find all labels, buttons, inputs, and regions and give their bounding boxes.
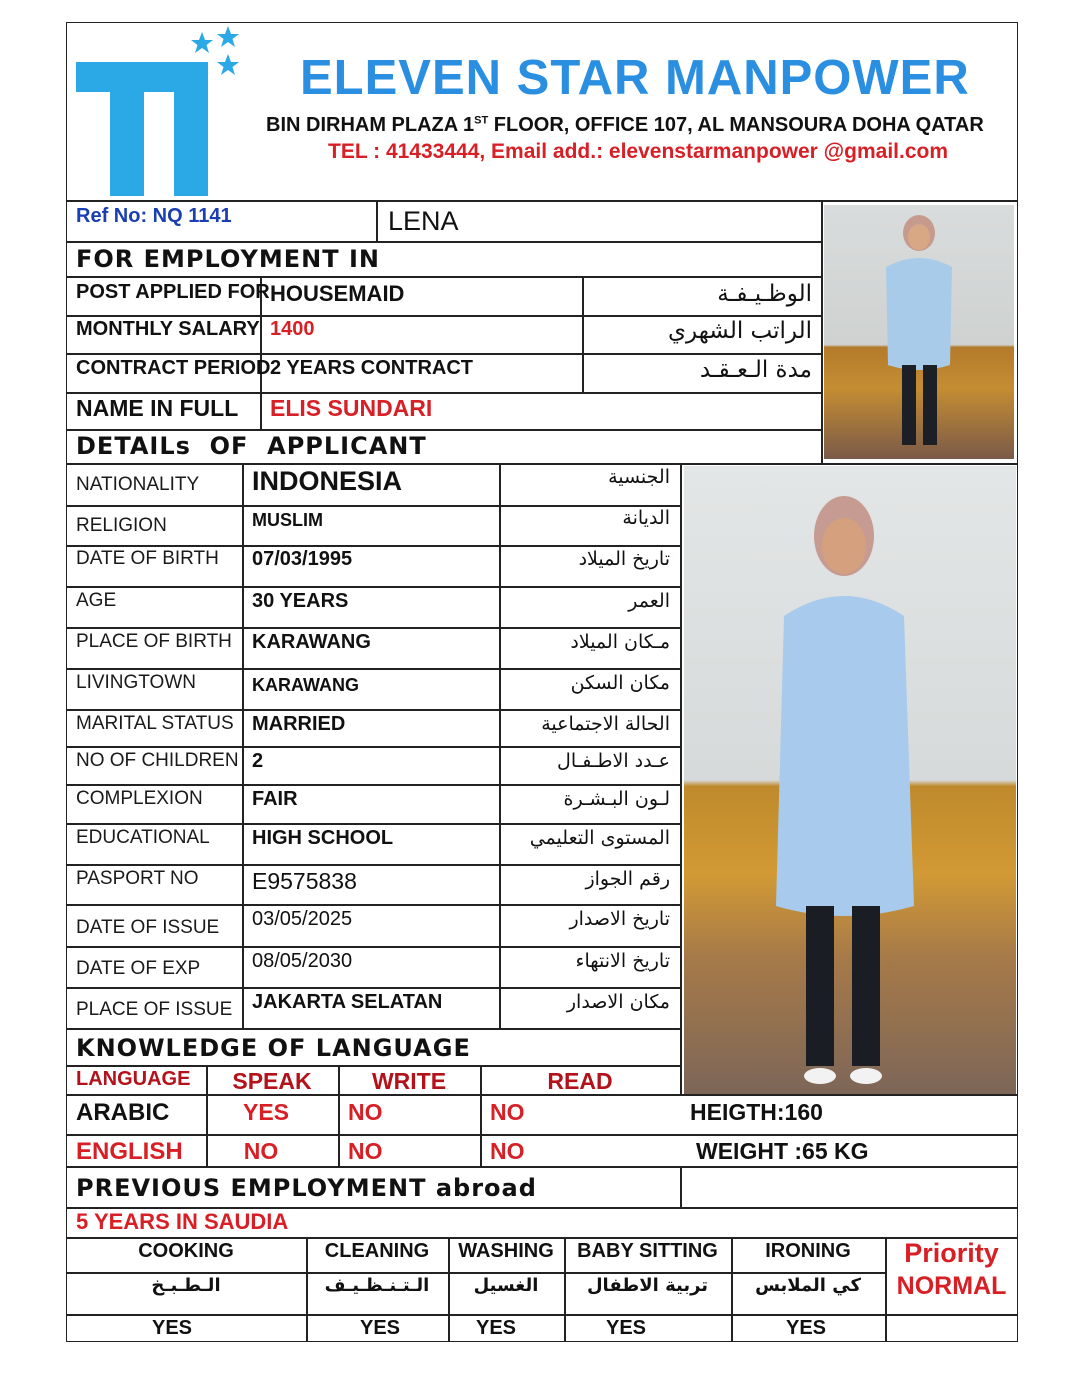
issue-date-arabic: تاريخ الاصدار: [569, 908, 670, 930]
ref-number: Ref No: NQ 1141: [76, 205, 232, 227]
divider: [66, 627, 680, 629]
dob-label: DATE OF BIRTH: [76, 548, 219, 569]
skill-cooking-arabic: الـطـبـخ: [151, 1275, 221, 1296]
eleven-numeral-icon: [76, 62, 208, 196]
write-header: WRITE: [371, 1068, 447, 1094]
read-header: READ: [547, 1068, 613, 1094]
details-section-title: DETAILs OF APPLICANT: [76, 432, 427, 460]
arabic-language: ARABIC: [76, 1099, 170, 1126]
company-logo: [74, 26, 249, 198]
divider: [66, 864, 680, 866]
dob-value: 07/03/1995: [252, 548, 353, 570]
divider: [66, 463, 1018, 465]
exp-date-value: 08/05/2030: [252, 950, 353, 972]
divider: [66, 241, 822, 243]
divider: [66, 709, 680, 711]
religion-value: MUSLIM: [252, 510, 323, 530]
company-contact: TEL : 41433444, Email add.: elevenstarmanpower @gmail.com: [328, 140, 949, 163]
education-label: EDUCATIONAL: [76, 827, 210, 848]
complexion-label: COMPLEXION: [76, 788, 203, 809]
religion-arabic: الديانة: [622, 507, 670, 529]
address-sup: ST: [474, 114, 489, 127]
divider: [66, 1314, 1018, 1316]
post-value: HOUSEMAID: [270, 281, 405, 306]
full-name-label: NAME IN FULL: [76, 395, 239, 421]
employment-section-title: FOR EMPLOYMENT IN: [76, 245, 380, 273]
language-header: LANGUAGE: [76, 1068, 191, 1090]
english-speak: NO: [243, 1138, 279, 1164]
skill-baby-sitting-arabic: تربية الاطفال: [586, 1275, 709, 1296]
divider: [66, 429, 822, 431]
skill-cleaning-value: YES: [359, 1317, 401, 1339]
contract-value: 2 YEARS CONTRACT: [270, 357, 473, 379]
age-arabic: العمر: [628, 590, 670, 612]
skill-baby-sitting: BABY SITTING: [577, 1240, 718, 1262]
divider: [821, 202, 823, 464]
english-read: NO: [490, 1138, 525, 1164]
skill-cooking-value: YES: [151, 1317, 193, 1339]
applicant-photo-large: [684, 466, 1016, 1094]
contract-arabic: مدة الـعـقـد: [699, 357, 812, 383]
address-post: FLOOR, OFFICE 107, AL MANSOURA DOHA QATAR: [488, 114, 984, 136]
divider: [582, 276, 584, 393]
divider: [66, 1028, 680, 1030]
passport-arabic: رقم الجواز: [585, 868, 670, 890]
skill-ironing-arabic: كي الملابس: [755, 1275, 861, 1296]
livingtown-label: LIVINGTOWN: [76, 672, 196, 693]
address-pre: BIN DIRHAM PLAZA 1: [266, 114, 475, 136]
skill-washing-arabic: الغسيل: [473, 1275, 539, 1296]
education-value: HIGH SCHOOL: [252, 827, 394, 849]
salary-arabic: الراتب الشهري: [668, 318, 812, 344]
divider: [66, 823, 680, 825]
livingtown-value: KARAWANG: [252, 675, 359, 695]
divider: [680, 1166, 682, 1208]
pob-arabic: مـكان الميلاد: [570, 631, 670, 653]
skill-cooking: COOKING: [138, 1240, 234, 1262]
marital-arabic: الحالة الاجتماعية: [541, 713, 670, 735]
applicant-photo-small: [824, 205, 1014, 459]
nationality-arabic: الجنسية: [608, 466, 670, 488]
divider: [66, 668, 680, 670]
dob-arabic: تاريخ الميلاد: [578, 548, 670, 570]
divider: [66, 1134, 1018, 1136]
divider: [376, 202, 378, 242]
divider: [66, 946, 680, 948]
issue-place-value: JAKARTA SELATAN: [252, 991, 443, 1013]
skill-cleaning: CLEANING: [324, 1240, 430, 1262]
priority-label: Priority: [904, 1238, 999, 1268]
religion-label: RELIGION: [76, 515, 167, 536]
full-name-value: ELIS SUNDARI: [270, 395, 433, 421]
children-arabic: عـدد الاطـفـال: [557, 750, 670, 772]
divider: [66, 392, 822, 394]
children-value: 2: [252, 750, 264, 772]
post-label: POST APPLIED FOR: [76, 281, 270, 303]
issue-place-label: PLACE OF ISSUE: [76, 999, 233, 1020]
post-arabic: الوظـيـفـة: [717, 281, 812, 307]
complexion-arabic: لـون البـشـرة: [563, 788, 670, 810]
previous-experience: 5 YEARS IN SAUDIA: [76, 1209, 289, 1234]
issue-date-label: DATE OF ISSUE: [76, 917, 220, 938]
livingtown-arabic: مكان السكن: [570, 672, 670, 694]
nationality-value: INDONESIA: [252, 466, 403, 496]
divider: [66, 1272, 885, 1274]
divider: [66, 784, 680, 786]
skill-ironing-value: YES: [785, 1317, 827, 1339]
contract-label: CONTRACT PERIOD: [76, 357, 271, 379]
passport-value: E9575838: [252, 868, 357, 894]
divider: [66, 746, 680, 748]
pob-value: KARAWANG: [252, 631, 371, 653]
age-value: 30 YEARS: [252, 590, 349, 612]
priority-value: NORMAL: [896, 1272, 1007, 1300]
nationality-label: NATIONALITY: [76, 474, 200, 495]
issue-date-value: 03/05/2025: [252, 908, 353, 930]
speak-header: SPEAK: [232, 1068, 312, 1094]
weight-value: WEIGHT :65 KG: [696, 1138, 869, 1164]
code-name: LENA: [388, 206, 459, 236]
issue-place-arabic: مكان الاصدار: [566, 991, 670, 1013]
divider: [66, 276, 822, 278]
skill-washing: WASHING: [458, 1240, 554, 1262]
divider: [66, 353, 822, 355]
pob-label: PLACE OF BIRTH: [76, 631, 232, 652]
arabic-write: NO: [348, 1099, 383, 1125]
company-name: ELEVEN STAR MANPOWER: [300, 51, 970, 105]
age-label: AGE: [76, 590, 117, 611]
exp-date-arabic: تاريخ الانتهاء: [575, 950, 670, 972]
company-address: [266, 114, 984, 137]
passport-label: PASPORT NO: [76, 868, 199, 889]
education-arabic: المستوى التعليمي: [529, 827, 670, 849]
arabic-speak: YES: [242, 1099, 290, 1125]
skill-washing-value: YES: [475, 1317, 517, 1339]
divider: [66, 1065, 680, 1067]
complexion-value: FAIR: [252, 788, 298, 810]
skill-cleaning-arabic: الـتـنـظـيـف: [324, 1275, 430, 1296]
salary-value: 1400: [270, 318, 315, 340]
marital-value: MARRIED: [252, 713, 346, 735]
divider: [66, 1166, 1018, 1168]
previous-section-title: PREVIOUS EMPLOYMENT abroad: [76, 1174, 537, 1202]
marital-label: MARITAL STATUS: [76, 713, 234, 734]
divider: [66, 987, 680, 989]
divider: [66, 505, 680, 507]
divider: [66, 586, 680, 588]
skill-ironing: IRONING: [765, 1240, 851, 1262]
skill-baby-sitting-value: YES: [605, 1317, 647, 1339]
divider: [66, 904, 680, 906]
english-write: NO: [348, 1138, 383, 1164]
english-language: ENGLISH: [76, 1138, 183, 1165]
divider: [66, 200, 1018, 202]
arabic-read: NO: [490, 1099, 525, 1125]
divider: [680, 463, 682, 1095]
height-value: HEIGTH:160: [690, 1099, 823, 1125]
divider: [66, 545, 680, 547]
language-section-title: KNOWLEDGE OF LANGUAGE: [76, 1034, 471, 1062]
children-label: NO OF CHILDREN: [76, 750, 239, 771]
exp-date-label: DATE OF EXP: [76, 958, 201, 979]
salary-label: MONTHLY SALARY: [76, 318, 260, 340]
divider: [66, 315, 822, 317]
divider: [66, 1237, 1018, 1239]
